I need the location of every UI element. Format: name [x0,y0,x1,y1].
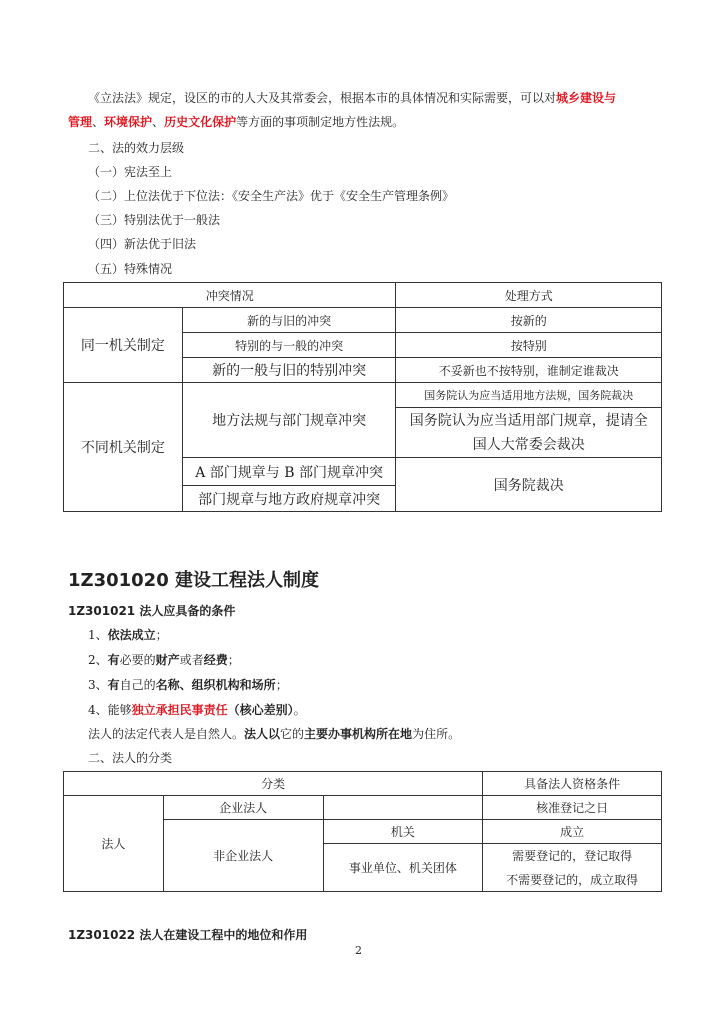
txt: 独立承担民事责任 [131,703,228,717]
intro-tail: 等方面的事项制定地方性法规。 [236,115,405,129]
txt: 经费 [203,653,228,667]
condition-2 [88,652,688,668]
method-cell: 国务院认为应当适用部门规章，提请全国人大常委会裁决 [396,408,662,458]
intro-line-2 [68,114,668,130]
non-enterprise-cell: 非企业法人 [163,820,323,892]
level-item: （五）特殊情况 [88,262,173,276]
chapter-heading: 1Z301020 建设工程法人制度 [68,570,319,591]
empty-cell [323,796,483,820]
header-condition: 具备法人资格条件 [483,772,662,796]
section-title: 二、法的效力层级 [88,141,185,155]
classification-title: 二、法人的分类 [88,751,173,765]
method-cell: 国务院认为应当适用地方法规，国务院裁决 [396,383,662,408]
condition-cell: 需要登记的，登记取得 [483,844,662,868]
highlight-history: 历史文化保护 [164,115,237,129]
residence-line [88,726,688,742]
conflict-cell: 特别的与一般的冲突 [182,333,396,358]
section-heading: 1Z301021 法人应具备的条件 [68,604,236,618]
highlight-urban: 城乡建设与 [556,91,617,105]
sep: 、 [152,115,165,129]
txt: 依法成立 [107,628,156,642]
txt: 。 [293,703,306,717]
conflict-cell: 地方法规与部门规章冲突 [182,383,396,458]
organ-cell: 机关 [323,820,483,844]
conflict-cell: 新的一般与旧的特别冲突 [182,358,396,383]
level-item: （四）新法优于旧法 [88,237,197,251]
conflict-cell: 部门规章与地方政府规章冲突 [182,486,396,512]
conflict-cell: 新的与旧的冲突 [182,308,396,333]
condition-cell: 不需要登记的，成立取得 [483,868,662,892]
txt: 名称、组织机构和场所 [155,678,276,692]
enterprise-cell: 企业法人 [163,796,323,820]
header-category: 分类 [64,772,483,796]
classification-table [63,771,662,892]
txt: 4、能够 [88,703,132,717]
txt: ； [275,678,288,692]
root-legal-person: 法人 [64,796,164,892]
group-same-organ: 同一机关制定 [64,308,183,383]
txt: 有 [107,653,120,667]
method-cell: 按特别 [396,333,662,358]
level-item: （三）特别法优于一般法 [88,213,221,227]
condition-cell: 核准登记之日 [483,796,662,820]
subsection-heading: 1Z301022 法人在建设工程中的地位和作用 [68,928,308,942]
conflict-table [63,282,662,512]
intro-text: 《立法法》规定，设区的市的人大及其常委会，根据本市的具体情况和实际需要，可以对 [88,91,557,105]
highlight-environment: 环境保护 [104,115,153,129]
txt: 法人的法定代表人是自然人。 [88,727,245,741]
header-method: 处理方式 [396,283,662,308]
conflict-cell: A 部门规章与 B 部门规章冲突 [182,458,396,486]
txt: 财产 [155,653,180,667]
txt: ； [155,628,168,642]
header-conflict: 冲突情况 [64,283,396,308]
method-cell: 不妥新也不按特别，谁制定谁裁决 [396,358,662,383]
txt: ； [227,653,240,667]
txt: 3、 [88,678,108,692]
highlight-management: 管理 [68,115,93,129]
intro-line-1 [88,90,688,106]
txt: 或者 [179,653,204,667]
txt: 有 [107,678,120,692]
txt: （核心差别） [227,703,294,717]
condition-3 [88,677,688,693]
txt: 自己的 [119,678,156,692]
level-item: （二）上位法优于下位法：《安全生产法》优于《安全生产管理条例》 [88,189,455,203]
condition-4 [88,702,688,718]
institution-cell: 事业单位、机关团体 [323,844,483,892]
group-different-organ: 不同机关制定 [64,383,183,512]
method-cell: 按新的 [396,308,662,333]
level-item: （一）宪法至上 [88,165,173,179]
txt: 它的 [280,727,305,741]
txt: 法人以 [244,727,281,741]
txt: 必要的 [119,653,156,667]
condition-cell: 成立 [483,820,662,844]
sep: 、 [92,115,105,129]
txt: 主要办事机构所在地 [304,727,413,741]
page-number: 2 [355,944,362,957]
txt: 2、 [88,653,108,667]
txt: 1、 [88,628,108,642]
txt: 为住所。 [412,727,461,741]
condition-1 [88,627,688,643]
method-cell: 国务院裁决 [396,458,662,512]
